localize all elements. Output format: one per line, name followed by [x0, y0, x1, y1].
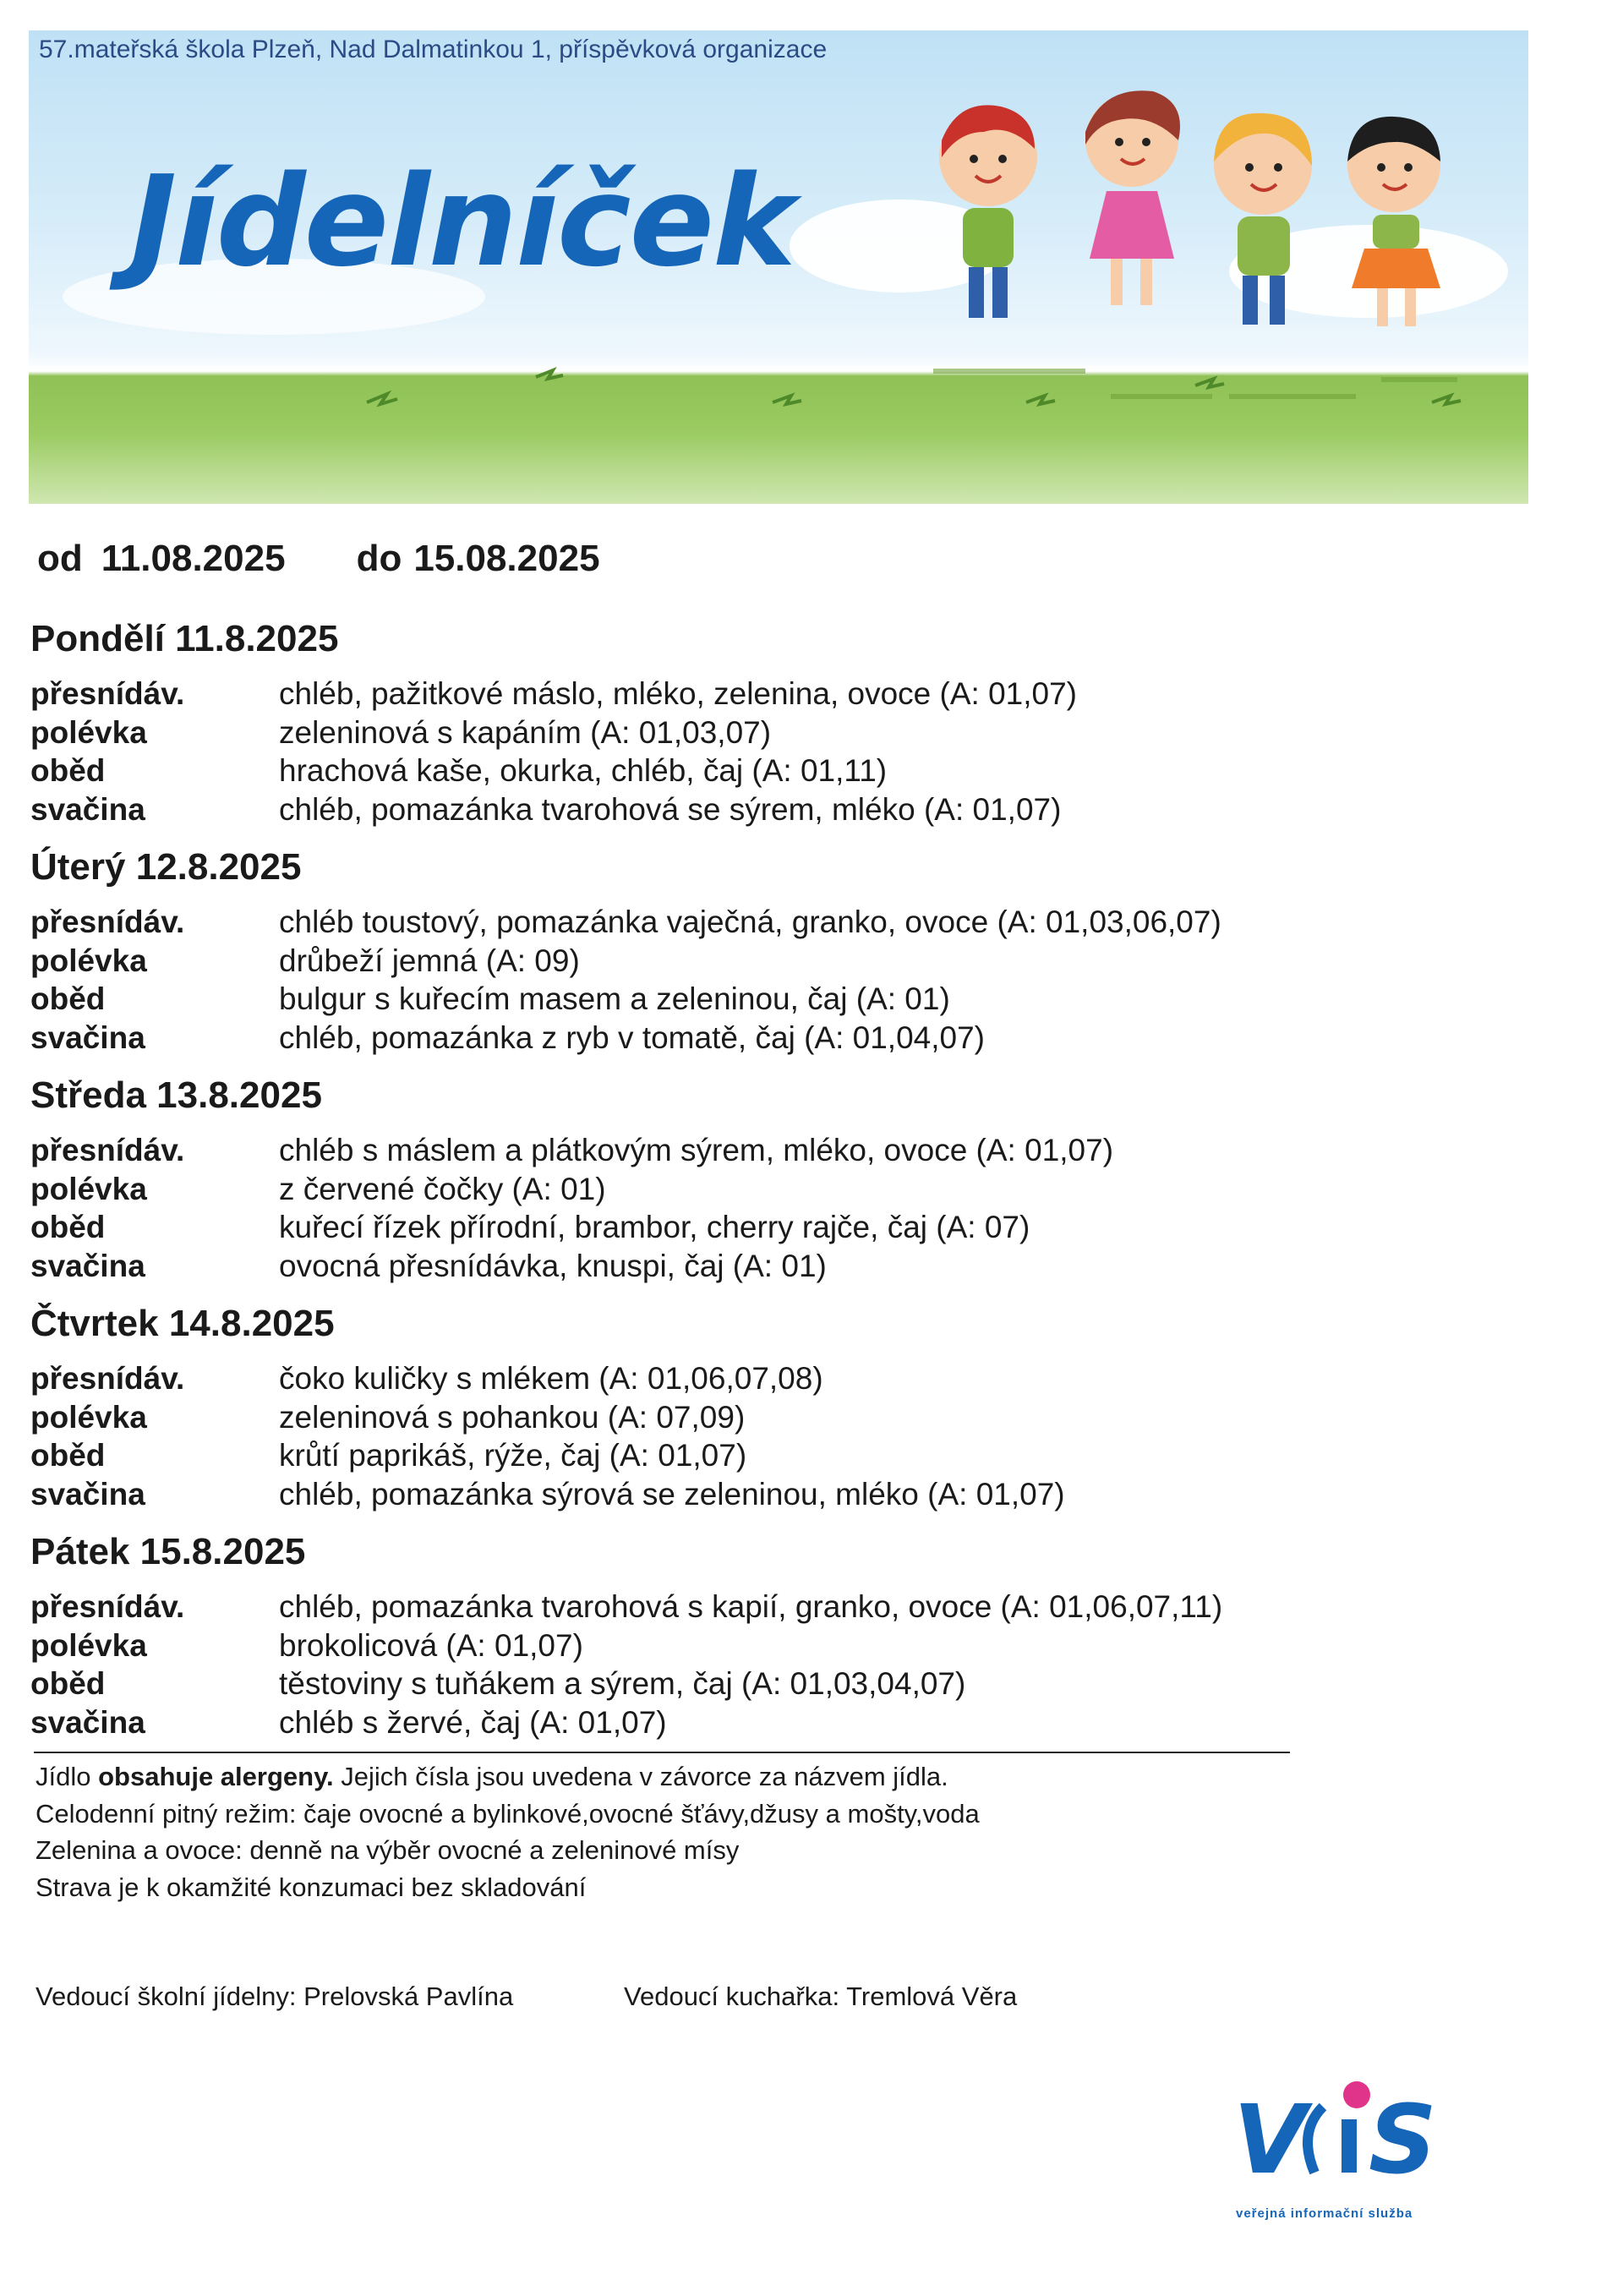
meal-row [30, 1170, 1298, 1209]
meal-text: brokolicová (A: 01,07) [279, 1627, 583, 1663]
day-friday [30, 1528, 1298, 1741]
day-title: Pátek 15.8.2025 [30, 1531, 306, 1572]
meal-label: oběd [30, 981, 106, 1016]
allergen-note-post: Jejich čísla jsou uvedena v závorce za názvem jídla. [333, 1762, 948, 1791]
meal-row [30, 1019, 1298, 1058]
meal-row [30, 1626, 1298, 1665]
date-range [37, 538, 600, 580]
meal-text: hrachová kaše, okurka, chléb, čaj (A: 01,11) [279, 753, 888, 788]
header-banner [29, 30, 1528, 504]
grass-decoration [29, 343, 1528, 445]
svg-text:V: V [1233, 2086, 1307, 2191]
day-title: Úterý 12.8.2025 [30, 846, 302, 888]
notes-section [36, 1758, 980, 1905]
meal-label: přesnídáv. [30, 905, 185, 939]
meal-label: svačina [30, 1248, 145, 1283]
child-figure [939, 105, 1037, 318]
meal-text: chléb, pomazánka z ryb v tomatě, čaj (A: 01,04,07) [279, 1020, 985, 1055]
child-figure [1085, 90, 1180, 305]
allergen-note [36, 1758, 980, 1796]
meal-text: krůtí paprikáš, rýže, čaj (A: 01,07) [279, 1438, 747, 1473]
day-wednesday [30, 1072, 1298, 1285]
meal-label: přesnídáv. [30, 1133, 185, 1167]
meal-text: z červené čočky (A: 01) [279, 1171, 606, 1206]
meal-text: chléb, pomazánka sýrová se zeleninou, mléko (A: 01,07) [279, 1476, 1065, 1512]
meal-text: bulgur s kuřecím masem a zeleninou, čaj (A: 01) [279, 981, 950, 1016]
child-figure [1214, 113, 1312, 325]
date-from: 11.08.2025 [101, 538, 286, 579]
vegetables-note: Zelenina a ovoce: denně na výběr ovocné a zeleninové mísy [36, 1835, 740, 1865]
meal-label: svačina [30, 791, 145, 827]
meal-label: polévka [30, 1399, 147, 1435]
meal-text: chléb, pažitkové máslo, mléko, zelenina, ovoce (A: 01,07) [279, 676, 1077, 711]
meal-label: oběd [30, 1438, 106, 1473]
meal-row [30, 903, 1298, 942]
date-to: 15.08.2025 [413, 538, 600, 579]
divider [34, 1752, 1290, 1753]
date-to-label: do [356, 538, 402, 579]
meal-text: chléb s žervé, čaj (A: 01,07) [279, 1704, 667, 1740]
meal-label: polévka [30, 1171, 147, 1206]
meal-text: chléb, pomazánka tvarohová se sýrem, mléko (A: 01,07) [279, 791, 1062, 827]
meal-text: těstoviny s tuňákem a sýrem, čaj (A: 01,03,04,07) [279, 1666, 966, 1701]
date-from-label: od [37, 538, 83, 579]
meal-label: polévka [30, 943, 147, 978]
meal-label: přesnídáv. [30, 1361, 185, 1396]
day-title: Pondělí 11.8.2025 [30, 618, 339, 659]
day-thursday [30, 1300, 1298, 1513]
meal-row [30, 790, 1298, 829]
meal-label: svačina [30, 1476, 145, 1512]
meal-text: chléb s máslem a plátkovým sýrem, mléko, ovoce (A: 01,07) [279, 1133, 1114, 1167]
meal-text: chléb, pomazánka tvarohová s kapií, granko, ovoce (A: 01,06,07,11) [279, 1589, 1223, 1624]
meal-row [30, 713, 1298, 752]
meal-row [30, 1398, 1298, 1437]
day-title: Středa 13.8.2025 [30, 1074, 322, 1116]
meal-row [30, 980, 1298, 1019]
meal-row [30, 1247, 1298, 1286]
logo-caption: veřejná informační služba [1236, 2206, 1413, 2221]
meal-label: oběd [30, 1210, 106, 1244]
meal-label: svačina [30, 1020, 145, 1055]
head-canteen-signature: Vedoucí školní jídelny: Prelovská Pavlína [36, 1982, 514, 2011]
meal-text: zeleninová s pohankou (A: 07,09) [279, 1399, 746, 1435]
day-tuesday [30, 844, 1298, 1057]
meal-label: polévka [30, 1627, 147, 1663]
school-name: 57.mateřská škola Plzeň, Nad Dalmatinkou 1, příspěvková organizace [39, 36, 828, 63]
meal-row [30, 1588, 1298, 1626]
meal-label: přesnídáv. [30, 1589, 185, 1624]
meal-row [30, 1703, 1298, 1742]
meal-text: zeleninová s kapáním (A: 01,03,07) [279, 714, 772, 750]
allergen-note-bold: obsahuje alergeny. [98, 1762, 334, 1791]
meal-text: ovocná přesnídávka, knuspi, čaj (A: 01) [279, 1248, 827, 1283]
meal-label: oběd [30, 753, 106, 788]
meal-row [30, 1665, 1298, 1703]
meal-text: chléb toustový, pomazánka vaječná, granko, ovoce (A: 01,03,06,07) [279, 905, 1221, 939]
meal-row [30, 1436, 1298, 1475]
meal-label: přesnídáv. [30, 676, 185, 711]
meal-text: kuřecí řízek přírodní, brambor, cherry rajče, čaj (A: 07) [279, 1210, 1030, 1244]
meal-label: polévka [30, 714, 147, 750]
vis-logo [1230, 2073, 1458, 2191]
meal-row [30, 1475, 1298, 1514]
children-illustration [908, 81, 1500, 360]
meal-label: oběd [30, 1666, 106, 1701]
meal-row [30, 752, 1298, 790]
meal-row [30, 1359, 1298, 1398]
allergen-note-pre: Jídlo [36, 1762, 99, 1791]
consumption-note: Strava je k okamžité konzumaci bez skladování [36, 1872, 587, 1902]
meal-label: svačina [30, 1704, 145, 1740]
head-cook-signature: Vedoucí kuchařka: Tremlová Věra [624, 1982, 1018, 2011]
meal-row [30, 675, 1298, 713]
drinks-note: Celodenní pitný režim: čaje ovocné a bylinkové,ovocné šťávy,džusy a mošty,voda [36, 1798, 980, 1829]
day-title: Čtvrtek 14.8.2025 [30, 1303, 335, 1344]
meal-text: drůbeží jemná (A: 09) [279, 943, 580, 978]
meal-row [30, 1208, 1298, 1247]
page-title: Jídelníček [130, 149, 795, 294]
child-figure [1347, 117, 1440, 326]
meal-text: čoko kuličky s mlékem (A: 01,06,07,08) [279, 1361, 823, 1396]
day-monday [30, 615, 1298, 828]
svg-text:S: S [1369, 2086, 1437, 2191]
meal-row [30, 1131, 1298, 1170]
meal-row [30, 942, 1298, 981]
